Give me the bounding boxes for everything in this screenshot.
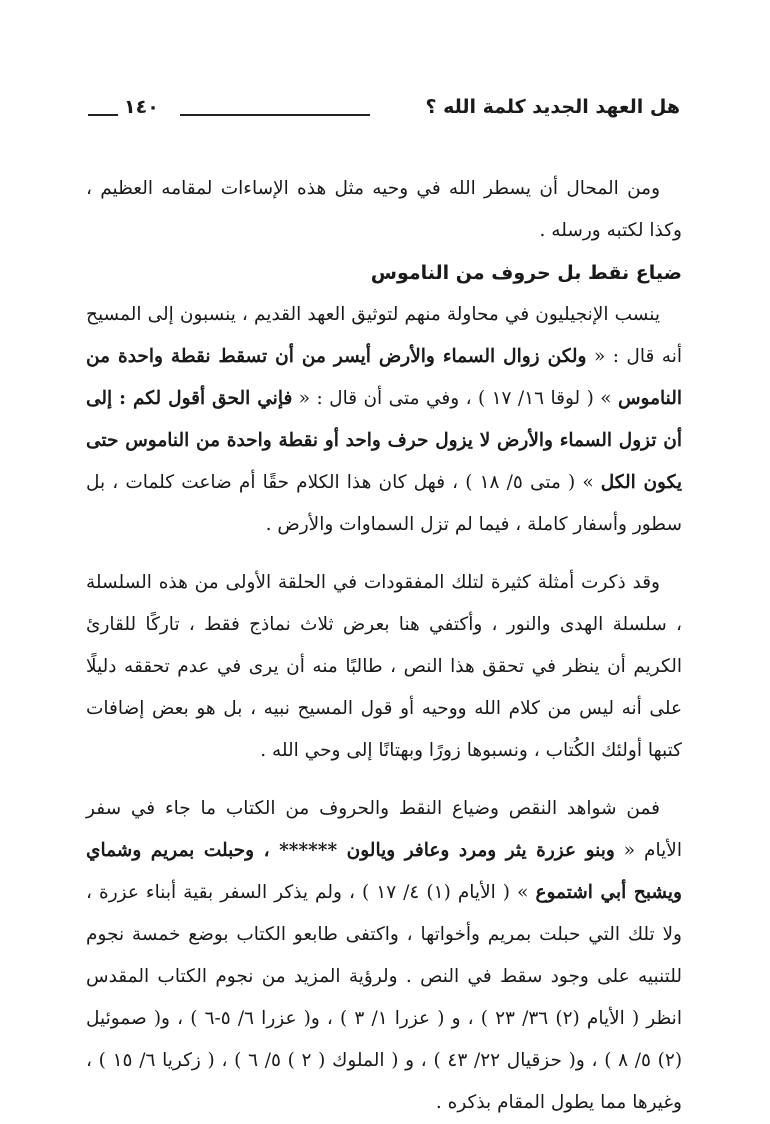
paragraph-2-text-b: » ( لوقا ١٦/ ١٧ ) ، وفي متى أن قال : « (292, 388, 618, 409)
paragraph-4-text-b: » ( الأيام (١) ٤/ ١٧ ) ، ولم يذكر السفر بقية أبناء عزرة ، ولا تلك التي حبلت بمريم وأخواتها ، واكتفى طابعو الكتاب بوضع خمسة نجوم للتنبيه على وجود سقط في النص . ولرؤية المزيد من نجوم الكتاب المقدس انظر ( الأيام (٢) ٣٦/ ٢٣ ) ، و ( عزرا ١/ ٣ ) ، و( عزرا ٦/ ٥-٦ ) ، و( صموئيل (٢) ٥/ ٨ ) ، و( حزقيال ٢٢/ ٤٣ ) ، و ( الملوك ( ٢ ) ٥/ ٦ ) ، ( زكريا ٦/ ١٥ ) ، وغيرها مما يطول المقام بذكره . (86, 882, 683, 1113)
paragraph-3: وقد ذكرت أمثلة كثيرة لتلك المفقودات في الحلقة الأولى من هذه السلسلة ، سلسلة الهدى والنور ، وأكتفي هنا بعرض ثلاث نماذج فقط ، تاركًا للقارئ الكريم أن ينظر في تحقق هذا النص ، طالبًا منه أن يرى في عدم تحققه دليلًا على أنه ليس من كلام الله ووحيه أو قول المسيح نبيه ، بل هو بعض إضافات كتبها أولئك الكُتاب ، ونسبوها زورًا وبهتانًا إلى وحي الله . (86, 572, 682, 761)
quote-chronicles: وبنو عزرة يثر ومرد وعافر ويالون ****** ، وحبلت بمريم وشماي ويشبح أبي اشتموع (86, 840, 682, 903)
body-text (86, 168, 682, 1124)
page-number-rule (88, 114, 118, 116)
page-header (88, 92, 680, 126)
paragraph-2-text-c: » ( متى ٥/ ١٨ ) ، فهل كان هذا الكلام حقًا أم ضاعت كلمات ، بل سطور وأسفار كاملة ، فيما لم تزل السماوات والأرض . (86, 472, 682, 535)
paragraph-1: ومن المحال أن يسطر الله في وحيه مثل هذه الإساءات لمقامه العظيم ، وكذا لكتبه ورسله . (86, 178, 682, 241)
subheading: ضياع نقط بل حروف من الناموس (370, 262, 682, 284)
page-number: ١٤٠ (124, 96, 159, 118)
paragraph-2-text-a: ينسب الإنجيليون في محاولة منهم لتوثيق العهد القديم ، ينسبون إلى المسيح أنه قال : « (86, 304, 682, 367)
quote-luke: ولكن زوال السماء والأرض أيسر من أن تسقط نقطة واحدة من الناموس (86, 346, 683, 409)
running-title: هل العهد الجديد كلمة الله ؟ (425, 96, 680, 118)
paragraph-4-text-a: فمن شواهد النقص وضياع النقط والحروف من الكتاب ما جاء في سفر الأيام « (86, 798, 682, 861)
paragraph-4 (86, 788, 682, 1124)
header-rule (180, 114, 370, 116)
quote-matthew: فإني الحق أقول لكم : إلى أن تزول السماء والأرض لا يزول حرف واحد أو نقطة واحدة من الناموس حتى يكون الكل (86, 388, 682, 493)
paragraph-2 (86, 294, 682, 546)
